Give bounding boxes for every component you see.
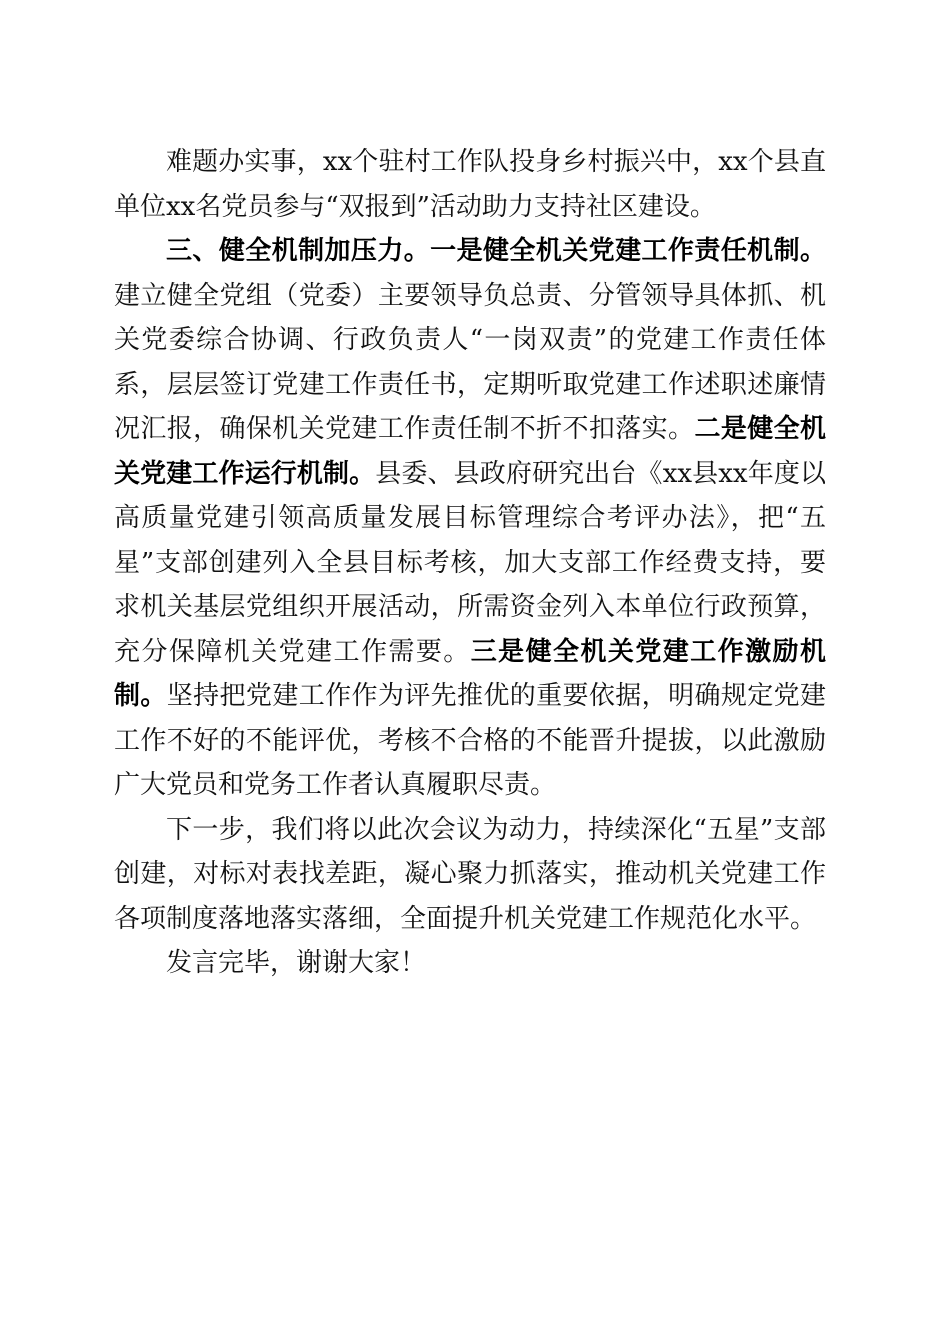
subheading: 二是健全机关党建工作运行机制。 bbox=[114, 414, 826, 489]
paragraph-closing bbox=[114, 941, 826, 986]
text-run: 坚持把党建工作作为评先推优的重要依据，明确规定党建工作不好的不能评优，考核不合格的不能晋升提拔，以此激励广大党员和党务工作者认真履职尽责。 bbox=[114, 681, 826, 800]
paragraph-activities-continued bbox=[114, 140, 826, 229]
text-run: 县委、县政府研究出台《xx县xx年度以高质量党建引领高质量发展目标管理综合考评办法》，把“五星”支部创建列入全县目标考核，加大支部工作经费支持，要求机关基层党组织开展活动，所需资金列入本单位行政预算，充分保障机关党建工作需要。 bbox=[114, 458, 826, 667]
paragraph-next-steps bbox=[114, 808, 826, 942]
section-heading: 三、健全机制加压力。一是健全机关党建工作责任机制。 bbox=[166, 236, 826, 266]
paragraph-mechanisms bbox=[114, 229, 826, 808]
text-run: 建立健全党组（党委）主要领导负总责、分管领导具体抓、机关党委综合协调、行政负责人“一岗双责”的党建工作责任体系，层层签订党建工作责任书，定期听取党建工作述职述廉情况汇报，确保机关党建工作责任制不折不扣落实。 bbox=[114, 280, 826, 444]
subheading: 三是健全机关党建工作激励机制。 bbox=[114, 636, 826, 711]
text-run: 难题办实事，xx个驻村工作队投身乡村振兴中，xx个县直单位xx名党员参与“双报到”活动助力支持社区建设。 bbox=[114, 147, 826, 222]
text-run: 发言完毕，谢谢大家！ bbox=[166, 948, 427, 978]
document-body bbox=[114, 140, 826, 986]
text-run: 下一步，我们将以此次会议为动力，持续深化“五星”支部创建，对标对表找差距，凝心聚力抓落实，推动机关党建工作各项制度落地落实落细，全面提升机关党建工作规范化水平。 bbox=[114, 814, 826, 934]
